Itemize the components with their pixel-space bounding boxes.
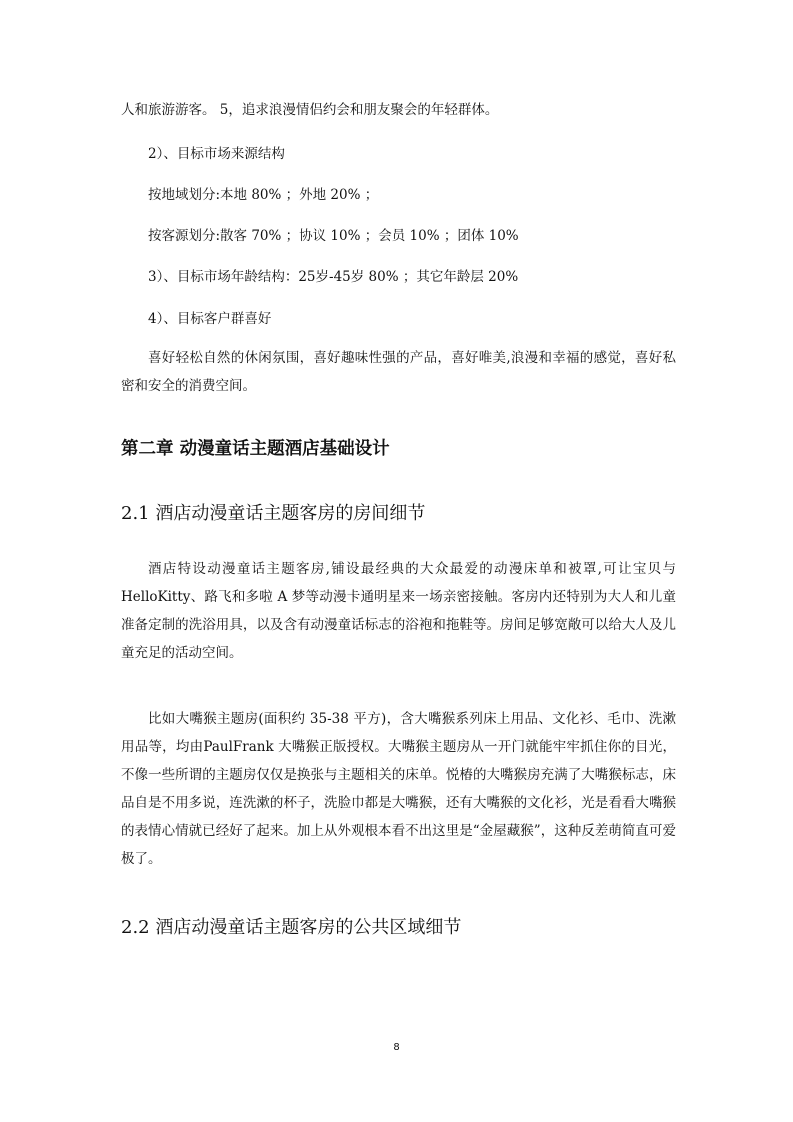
paragraph-paul-frank-room: 比如大嘴猴主题房(面积约 35-38 平方)，含大嘴猴系列床上用品、文化衫、毛巾、洗漱用品等，均由PaulFrank 大嘴猴正版授权。大嘴猴主题房从一开门就能牢牢抓住你的目光，不像一些所谓的主题房仅仅是换张与主题相关的床单。悦椿的大嘴猴房充满了大嘴猴标志，床品自是不用多说，连洗漱的杯子，洗脸巾都是大嘴猴，还有大嘴猴的文化衫，光是看看大嘴猴的表情心情就已经好了起来。加上从外观根本看不出这里是“金屋藏猴”，这种反差萌简直可爱极了。	[121, 711, 676, 867]
text-line-preference-heading: 4）、目标客户群喜好	[148, 311, 272, 327]
text-line-region-split: 按地域划分:本地 80% ；外地 20% ；	[148, 187, 379, 203]
text-line-target-groups: 人和旅游游客。 5，追求浪漫情侣约会和朋友聚会的年轻群体。	[121, 102, 499, 118]
text-line-age-structure: 3）、目标市场年龄结构：25岁-45岁 80% ；其它年龄层 20%	[148, 269, 519, 285]
section-title-public-area-details: 2.2 酒店动漫童话主题客房的公共区域细节	[121, 917, 462, 938]
text-line-customer-source-split: 按客源划分:散客 70% ；协议 10% ；会员 10% ；团体 10%	[148, 228, 519, 244]
page-number: 8	[393, 1042, 400, 1053]
paragraph-preferences: 喜好轻松自然的休闲氛围，喜好趣味性强的产品，喜好唯美,浪漫和幸福的感觉，喜好私密和安全的消费空间。	[121, 350, 676, 394]
text-line-source-structure-heading: 2）、目标市场来源结构	[148, 146, 285, 162]
paragraph-room-details: 酒店特设动漫童话主题客房,铺设最经典的大众最爱的动漫床单和被罩,可让宝贝与HelloKitty、路飞和多啦 A 梦等动漫卡通明星来一场亲密接触。客房内还特别为大人和儿童准备定制的洗浴用具，以及含有动漫童话标志的浴袍和拖鞋等。房间足够宽敞可以给大人及儿童充足的活动空间。	[121, 561, 676, 661]
section-title-room-details: 2.1 酒店动漫童话主题客房的房间细节	[121, 503, 426, 524]
chapter-title: 第二章 动漫童话主题酒店基础设计	[121, 439, 390, 459]
